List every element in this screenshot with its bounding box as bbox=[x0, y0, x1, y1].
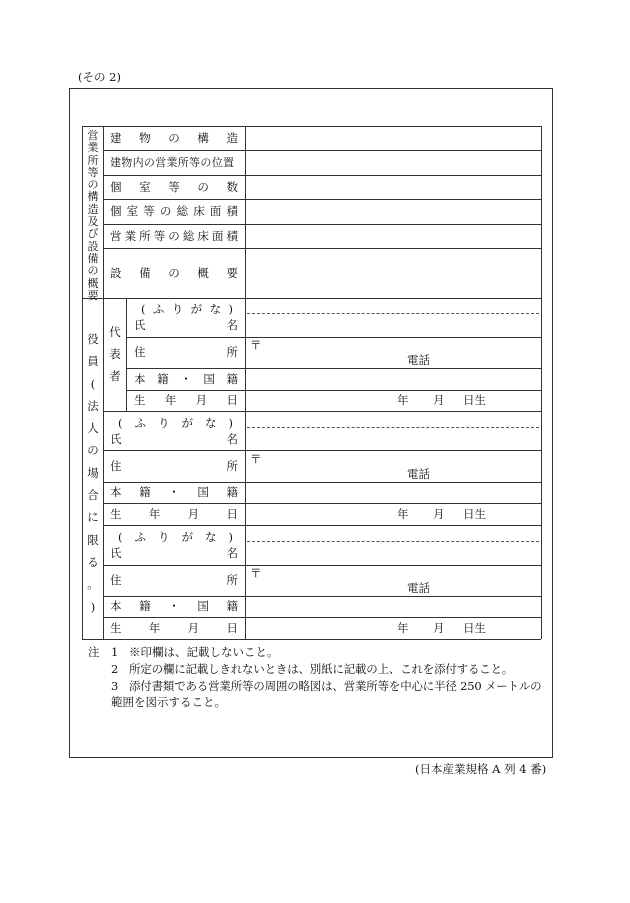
row-line bbox=[103, 482, 541, 483]
row-line bbox=[103, 224, 541, 225]
postal-mark: 〒 bbox=[250, 338, 262, 352]
row-line bbox=[103, 248, 541, 249]
honseki-label: 本 籍 ・ 国 籍 bbox=[110, 485, 238, 499]
row-line bbox=[126, 368, 541, 369]
furigana-dashed-line bbox=[247, 541, 539, 542]
furigana-label: ( ふ り が な ) bbox=[141, 302, 233, 316]
birthdate-label: 生 年 月 日 bbox=[110, 507, 238, 521]
label-building-structure: 建 物 の 構 造 bbox=[110, 131, 238, 145]
address-label: 住 所 bbox=[134, 345, 238, 359]
table-top-border bbox=[82, 126, 541, 127]
block-divider bbox=[103, 411, 541, 412]
value-column-divider bbox=[245, 126, 246, 639]
year-label: 年 bbox=[397, 621, 409, 635]
phone-label: 電話 bbox=[407, 581, 430, 595]
furigana-dashed-line bbox=[247, 313, 539, 314]
phone-label: 電話 bbox=[407, 467, 430, 481]
note-3-num: 3 bbox=[111, 679, 119, 693]
form-part-label: (その 2) bbox=[78, 70, 121, 84]
month-label: 月 bbox=[433, 621, 445, 635]
row-line bbox=[103, 596, 541, 597]
table-left-border bbox=[82, 126, 83, 639]
postal-mark: 〒 bbox=[250, 452, 262, 466]
row-line bbox=[103, 503, 541, 504]
name-label: 氏 名 bbox=[110, 546, 238, 560]
row-line bbox=[126, 390, 541, 391]
label-equipment-overview: 設 備 の 概 要 bbox=[110, 266, 238, 280]
section2-side-divider bbox=[103, 298, 104, 639]
birthdate-label: 生 年 月 日 bbox=[134, 393, 238, 407]
row-line bbox=[103, 175, 541, 176]
row-line bbox=[126, 337, 541, 338]
honseki-label: 本 籍 ・ 国 籍 bbox=[110, 599, 238, 613]
note-3-continuation: 範囲を図示すること。 bbox=[111, 695, 226, 709]
furigana-label: ( ふ り が な ) bbox=[118, 416, 233, 430]
officers-side-label: 役 員 ( 法 人 の 場 合 に 限 る 。 ) bbox=[87, 332, 99, 614]
month-label: 月 bbox=[433, 393, 445, 407]
note-3-text: 添付書類である営業所等の周囲の略図は、営業所等を中心に半径 250 メートルの bbox=[129, 679, 542, 693]
row-line bbox=[103, 199, 541, 200]
honseki-label: 本 籍 ・ 国 籍 bbox=[134, 372, 238, 386]
name-label: 氏 名 bbox=[134, 318, 238, 332]
note-1-text: ※印欄は、記載しないこと。 bbox=[129, 645, 279, 659]
row-line bbox=[103, 565, 541, 566]
phone-label: 電話 bbox=[407, 353, 430, 367]
label-office-location: 建物内の営業所等の位置 bbox=[110, 156, 235, 169]
row-line bbox=[103, 150, 541, 151]
day-label: 日生 bbox=[463, 507, 486, 521]
note-2-text: 所定の欄に記載しきれないときは、別紙に記載の上、これを添付すること。 bbox=[129, 662, 514, 676]
month-label: 月 bbox=[433, 507, 445, 521]
year-label: 年 bbox=[397, 393, 409, 407]
address-label: 住 所 bbox=[110, 459, 238, 473]
address-label: 住 所 bbox=[110, 573, 238, 587]
birthdate-label: 生 年 月 日 bbox=[110, 621, 238, 635]
day-label: 日生 bbox=[463, 621, 486, 635]
label-room-count: 個 室 等 の 数 bbox=[110, 180, 238, 194]
row-line bbox=[103, 617, 541, 618]
label-office-floor-area: 営 業 所 等 の 総 床 面 積 bbox=[110, 229, 238, 243]
structure-side-label: 営 業 所 等 の 構 造 及 び 設 備 の 概 要 bbox=[87, 129, 99, 302]
note-1-num: 1 bbox=[111, 645, 119, 659]
furigana-label: ( ふ り が な ) bbox=[118, 530, 233, 544]
year-label: 年 bbox=[397, 507, 409, 521]
furigana-dashed-line bbox=[247, 427, 539, 428]
section-divider bbox=[82, 298, 541, 299]
day-label: 日生 bbox=[463, 393, 486, 407]
label-room-floor-area: 個 室 等 の 総 床 面 積 bbox=[110, 204, 238, 218]
table-right-border bbox=[541, 126, 542, 639]
jis-standard-label: (日本産業規格 A 列 4 番) bbox=[415, 762, 547, 776]
table-bottom-border bbox=[82, 639, 541, 640]
row-line bbox=[103, 450, 541, 451]
block-divider bbox=[103, 525, 541, 526]
name-label: 氏 名 bbox=[110, 432, 238, 446]
section1-side-divider bbox=[103, 126, 104, 298]
note-2-num: 2 bbox=[111, 662, 119, 676]
representative-label: 代 表 者 bbox=[109, 325, 121, 383]
postal-mark: 〒 bbox=[250, 566, 262, 580]
representative-divider bbox=[126, 298, 127, 411]
notes-label: 注 bbox=[88, 645, 100, 659]
